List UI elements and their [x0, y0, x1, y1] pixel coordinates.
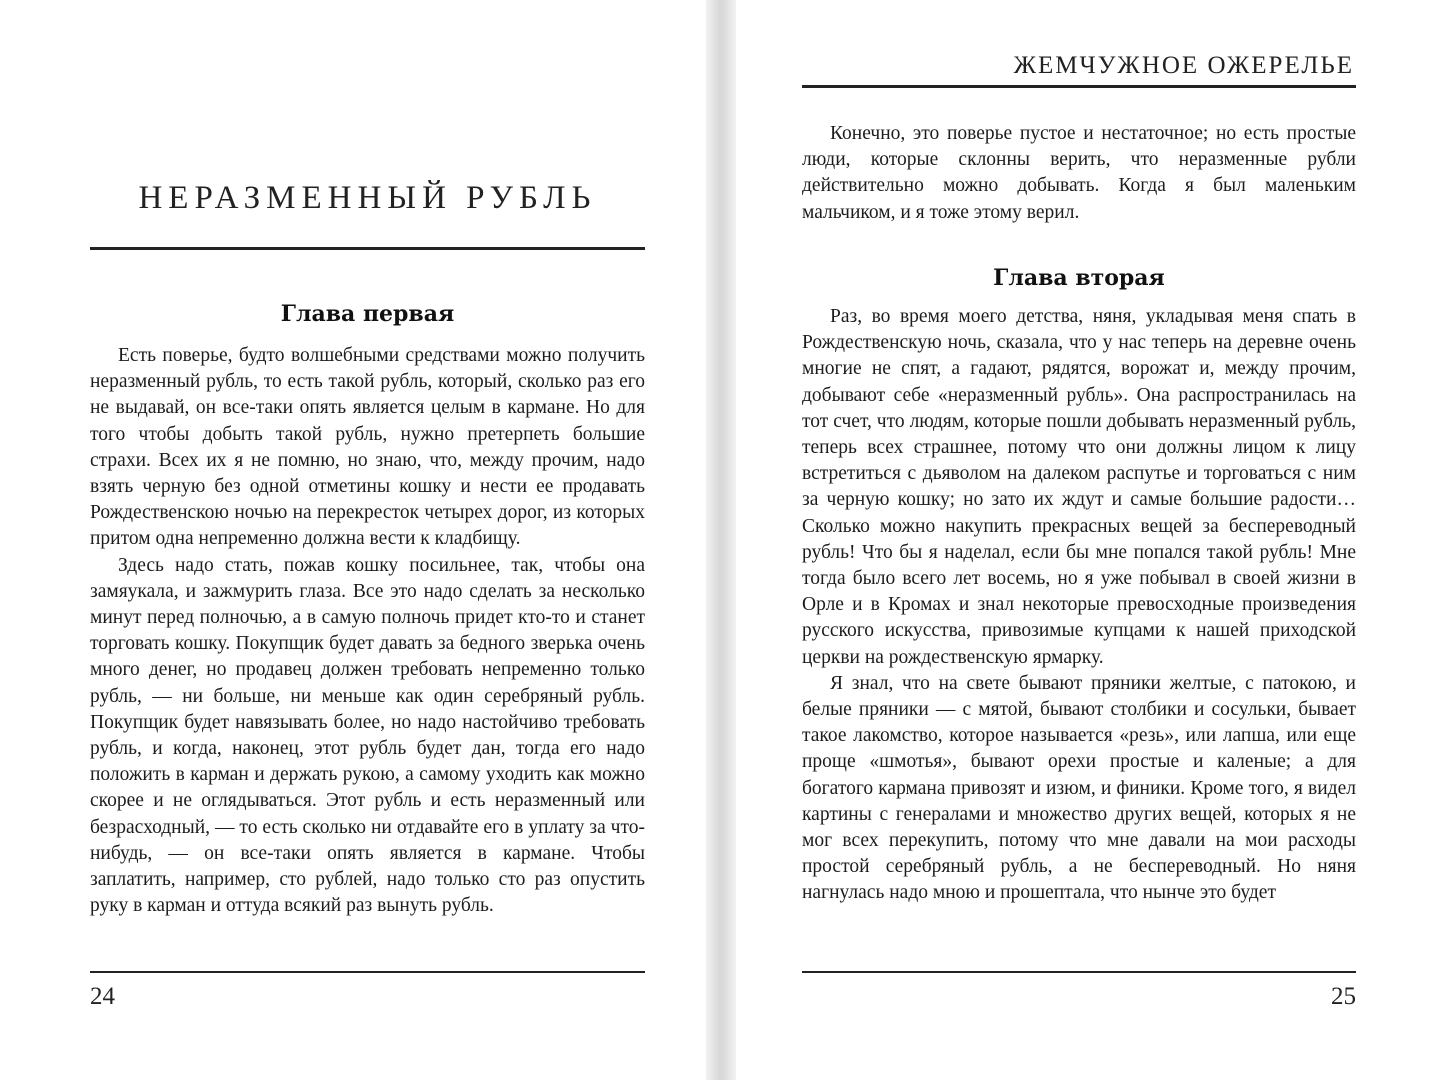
paragraph: Раз, во время моего детства, няня, укладывая меня спать в Рождественскую ночь, сказала, что у нас теперь на деревне очень многие не спят, а гадают, рядятся, ворожат и, между прочим, добывают себе «неразменный рубль». Она распространилась на тот счет, что людям, которые пошли добывать неразменный рубль, теперь всех страшнее, потому что они должны лицом к лицу встретиться с дьяволом на далеком распутье и торговаться с ним за черную кошку; но зато их ждут и самые большие радости… Сколько можно накупить прекрасных вещей за беспереводный рубль! Что бы я наделал, если бы мне попался такой рубль! Мне тогда было всего лет восемь, но я уже побывал в своей жизни в Орле и в Кромах и знал некоторые превосходные произведения русского искусства, привозимые купцами к нашей приходской церкви на рождественскую ярмарку.	[802, 306, 1356, 668]
paragraph: Я знал, что на свете бывают пряники желтые, с патокою, и белые пряники — с мятой, бывают столбики и сосульки, бывает такое лакомство, которое называется «резь», или лапша, или еще проще «шмотья», бывают орехи простые и каленые; а для богатого кармана привозят и изюм, и финики. Кроме того, я видел картины с генералами и множество других вещей, которых я не мог всех перекупить, потому что мне давали на мои расходы простой серебряный рубль, а не беспереводный. Но няня нагнулась надо мною и прошептала, что нынче это будет	[802, 672, 1356, 904]
chapter-heading-2: Глава вторая	[993, 265, 1165, 291]
page-number-right: 25	[1331, 983, 1356, 1010]
intro-text	[802, 121, 1356, 226]
paragraph: Есть поверье, будто волшебными средствами можно получить неразменный рубль, то есть такой рубль, который, сколько раз его не выдавай, он все-таки опять является целым в кармане. Но для того чтобы добыть такой рубль, нужно претерпеть большие страхи. Всех их я не помню, но знаю, что, между прочим, надо взять черную без одной отметины кошку и нести ее продавать Рождественскою ночью на перекресток четырех дорог, из которых притом одна непременно должна вести к кладбищу.	[90, 345, 645, 550]
paragraph: Здесь надо стать, пожав кошку посильнее, так, чтобы она замяукала, и зажмурить глаза. Все это надо сделать за несколько минут перед полночью, а в самую полночь придет кто-то и станет торговать кошку. Покупщик будет давать за бедного зверька очень много денег, но продавец должен требовать непременно только рубль, — ни больше, ни меньше как один серебряный рубль. Покупщик будет навязывать более, но надо настойчиво требовать рубль, и когда, наконец, этот рубль будет дан, тогда его надо положить в карман и держать рукою, а самому уходить как можно скорее и не оглядываться. Этот рубль и есть неразменный или безрасходный, — то есть сколько ни отдавайте его в уплату за что-нибудь, — он все-таки опять является в кармане. Чтобы заплатить, например, сто рублей, надо только сто раз опустить руку в карман и оттуда всякий раз вынуть рубль.	[90, 554, 645, 917]
chapter-heading-1: Глава первая	[280, 301, 455, 327]
left-page	[0, 0, 706, 1080]
page-number-left: 24	[90, 983, 115, 1010]
title-rule	[90, 247, 645, 250]
header-rule	[802, 85, 1356, 88]
paragraph: Конечно, это поверье пустое и нестаточное; но есть простые люди, которые склонны верить, что неразменные рубли действительно можно добывать. Когда я был маленьким мальчиком, и я тоже этому верил.	[802, 123, 1356, 223]
chapter-2-text	[802, 304, 1356, 907]
book-gutter	[706, 0, 736, 1080]
right-page	[736, 0, 1450, 1080]
chapter-1-text	[90, 343, 645, 919]
footer-rule	[90, 971, 645, 973]
running-head: ЖЕМЧУЖНОЕ ОЖЕРЕЛЬЕ	[1013, 52, 1354, 79]
footer-rule	[802, 971, 1356, 973]
story-title: НЕРАЗМЕННЫЙ РУБЛЬ	[138, 180, 597, 216]
